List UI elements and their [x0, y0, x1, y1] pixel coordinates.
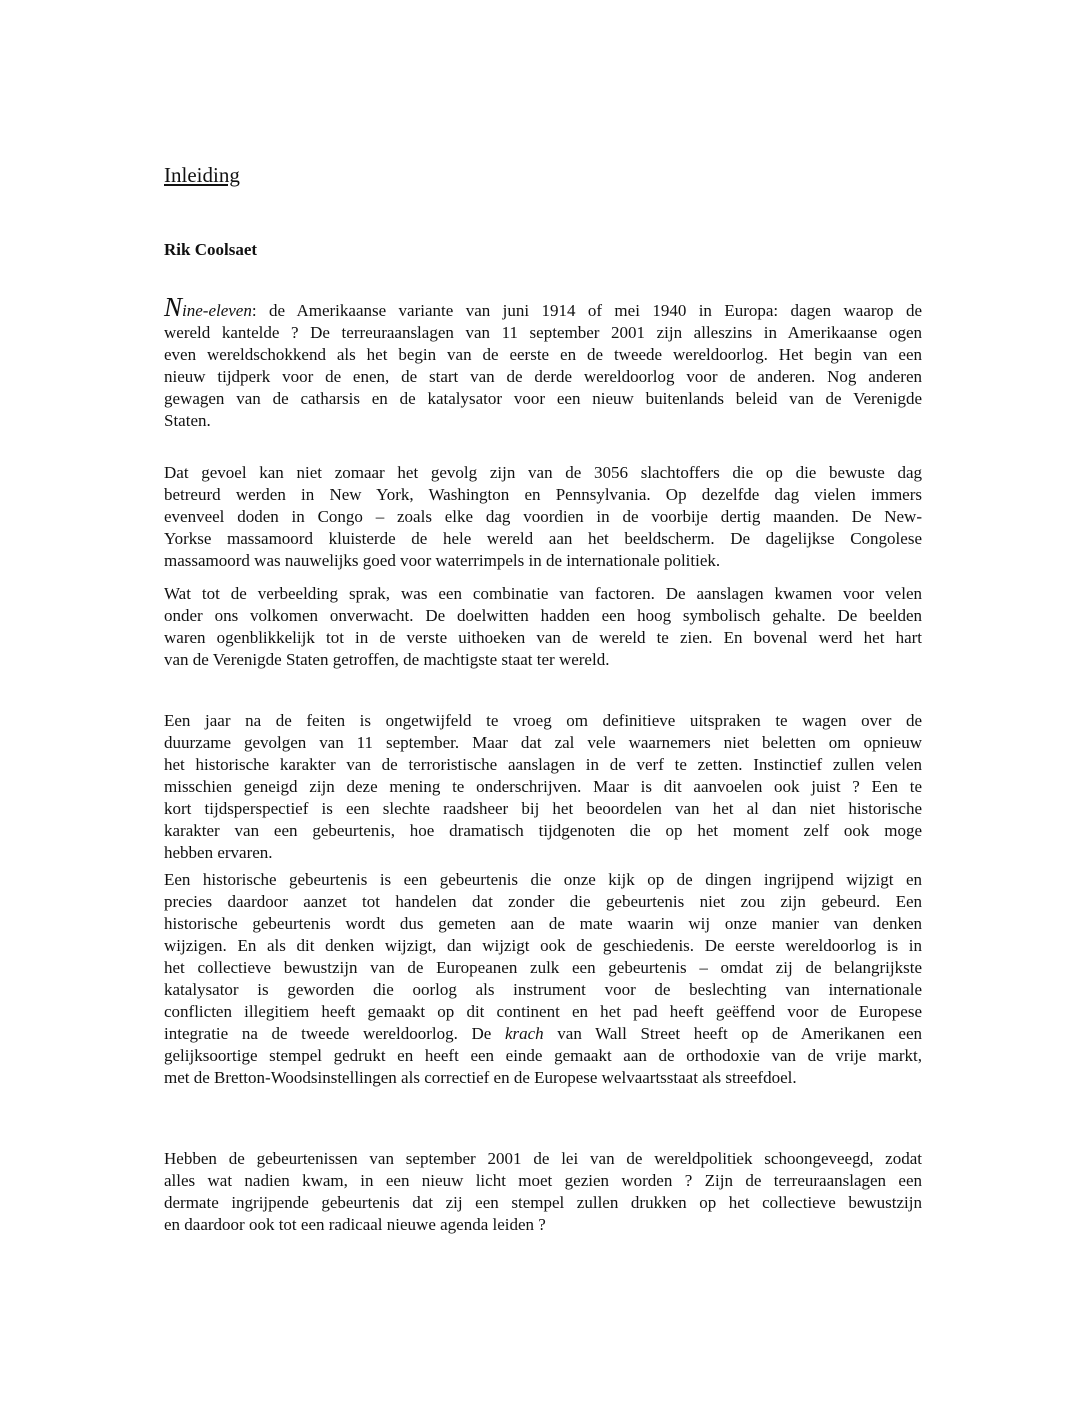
italic-lead: ine-eleven [182, 301, 252, 320]
paragraph-line: kort tijdsperspectief is een slechte raadsheer bij het beoordelen van het al dan niet historische [164, 799, 922, 818]
paragraph-line: van de Verenigde Staten getroffen, de machtigste staat ter wereld. [164, 650, 610, 669]
paragraph-line: Hebben de gebeurtenissen van september 2001 de lei van de wereldpolitiek schoongeveegd, zodat [164, 1149, 922, 1168]
paragraph-1 [164, 292, 922, 432]
paragraph-line [164, 292, 922, 322]
paragraph-line: Dat gevoel kan niet zomaar het gevolg zijn van de 3056 slachtoffers die op die bewuste dag [164, 463, 922, 482]
paragraph-4 [164, 710, 922, 864]
paragraph-line: gewagen van de catharsis en de katalysator voor een nieuw buitenlands beleid van de Verenigde [164, 389, 922, 408]
paragraph-line: evenveel doden in Congo – zoals elke dag voordien in de voorbije dertig maanden. De New- [164, 507, 922, 526]
paragraph-line: dermate ingrijpende gebeurtenis dat zij een stempel zullen drukken op het collectieve bewustzijn [164, 1193, 922, 1212]
paragraph-line: onder ons volkomen onverwacht. De doelwitten hadden een hoog symbolisch gehalte. De beelden [164, 606, 922, 625]
paragraph-line: en daardoor ook tot een radicaal nieuwe agenda leiden ? [164, 1215, 546, 1234]
paragraph-line: massamoord was nauwelijks goed voor waterrimpels in de internationale politiek. [164, 551, 721, 570]
line-text: van Wall Street heeft op de Amerikanen een [543, 1024, 922, 1043]
line-text: : de Amerikaanse variante van juni 1914 of mei 1940 in Europa: dagen waarop de [251, 301, 922, 320]
paragraph-line: precies daardoor aanzet tot handelen dat zonder die gebeurtenis niet zou zijn gebeurd. Een [164, 892, 922, 911]
document-title: Inleiding [164, 163, 240, 187]
italic-term: krach [504, 1024, 544, 1043]
paragraph-line: nieuw tijdperk voor de enen, de start van de derde wereldoorlog voor de anderen. Nog anderen [164, 367, 922, 386]
paragraph-2 [164, 462, 922, 572]
paragraph-line: Een historische gebeurtenis is een gebeurtenis die onze kijk op de dingen ingrijpend wijzigt en [164, 870, 922, 889]
paragraph-line: gelijksoortige stempel gedrukt en heeft een einde gemaakt aan de orthodoxie van de vrije markt, [164, 1046, 922, 1065]
paragraph-line: met de Bretton-Woodsinstellingen als correctief en de Europese welvaartsstaat als streefdoel. [164, 1068, 797, 1087]
paragraph-line: alles wat nadien kwam, in een nieuw licht moet gezien worden ? Zijn de terreuraanslagen een [164, 1171, 922, 1190]
paragraph-line: het historische karakter van de terroristische aanslagen in de verf te zetten. Instinctief zullen velen [164, 755, 922, 774]
paragraph-line: Wat tot de verbeelding sprak, was een combinatie van factoren. De aanslagen kwamen voor velen [164, 584, 922, 603]
paragraph-line: misschien geneigd zijn deze mening te onderschrijven. Maar is dit aanvoelen ook juist ? Een te [164, 777, 922, 796]
paragraph-6 [164, 1148, 922, 1236]
paragraph-line: even wereldschokkend als het begin van de eerste en de tweede wereldoorlog. Het begin van een [164, 345, 922, 364]
paragraph-line: betreurd werden in New York, Washington en Pennsylvania. Op dezelfde dag vielen immers [164, 485, 922, 504]
paragraph-line: Yorkse massamoord kluisterde de hele wereld aan het beeldscherm. De dagelijkse Congolese [164, 529, 922, 548]
paragraph-3 [164, 583, 922, 671]
paragraph-line: waren ogenblikkelijk tot in de verste uithoeken van de wereld te zien. En bovenal werd het hart [164, 628, 922, 647]
line-text: integratie na de tweede wereldoorlog. De [164, 1024, 505, 1043]
paragraph-line: karakter van een gebeurtenis, hoe dramatisch tijdgenoten die op het moment zelf ook moge [164, 821, 922, 840]
paragraph-line: Een jaar na de feiten is ongetwijfeld te vroeg om definitieve uitspraken te wagen over de [164, 711, 922, 730]
paragraph-line [164, 1023, 922, 1045]
paragraph-line: hebben ervaren. [164, 843, 273, 862]
paragraph-line: Staten. [164, 411, 211, 430]
paragraph-line: historische gebeurtenis wordt dus gemeten aan de mate waarin wij onze manier van denken [164, 914, 922, 933]
paragraph-line: duurzame gevolgen van 11 september. Maar dat zal vele waarnemers niet beletten om opnieuw [164, 733, 922, 752]
author-name: Rik Coolsaet [164, 240, 258, 259]
paragraph-line: het collectieve bewustzijn van de Europeanen zulk een gebeurtenis – omdat zij de belangrijkste [164, 958, 922, 977]
paragraph-line: conflicten illegitiem heeft gemaakt op dit continent en het pad heeft geëffend voor de Europese [164, 1002, 922, 1021]
paragraph-line: katalysator is geworden die oorlog als instrument voor de beslechting van internationale [164, 980, 922, 999]
paragraph-5 [164, 869, 922, 1089]
paragraph-line: wereld kantelde ? De terreuraanslagen van 11 september 2001 zijn alleszins in Amerikaanse ogen [164, 323, 922, 342]
paragraph-line: wijzigen. En als dit denken wijzigt, dan wijzigt ook de geschiedenis. De eerste wereldoorlog is in [164, 936, 922, 955]
drop-cap: N [164, 292, 183, 322]
